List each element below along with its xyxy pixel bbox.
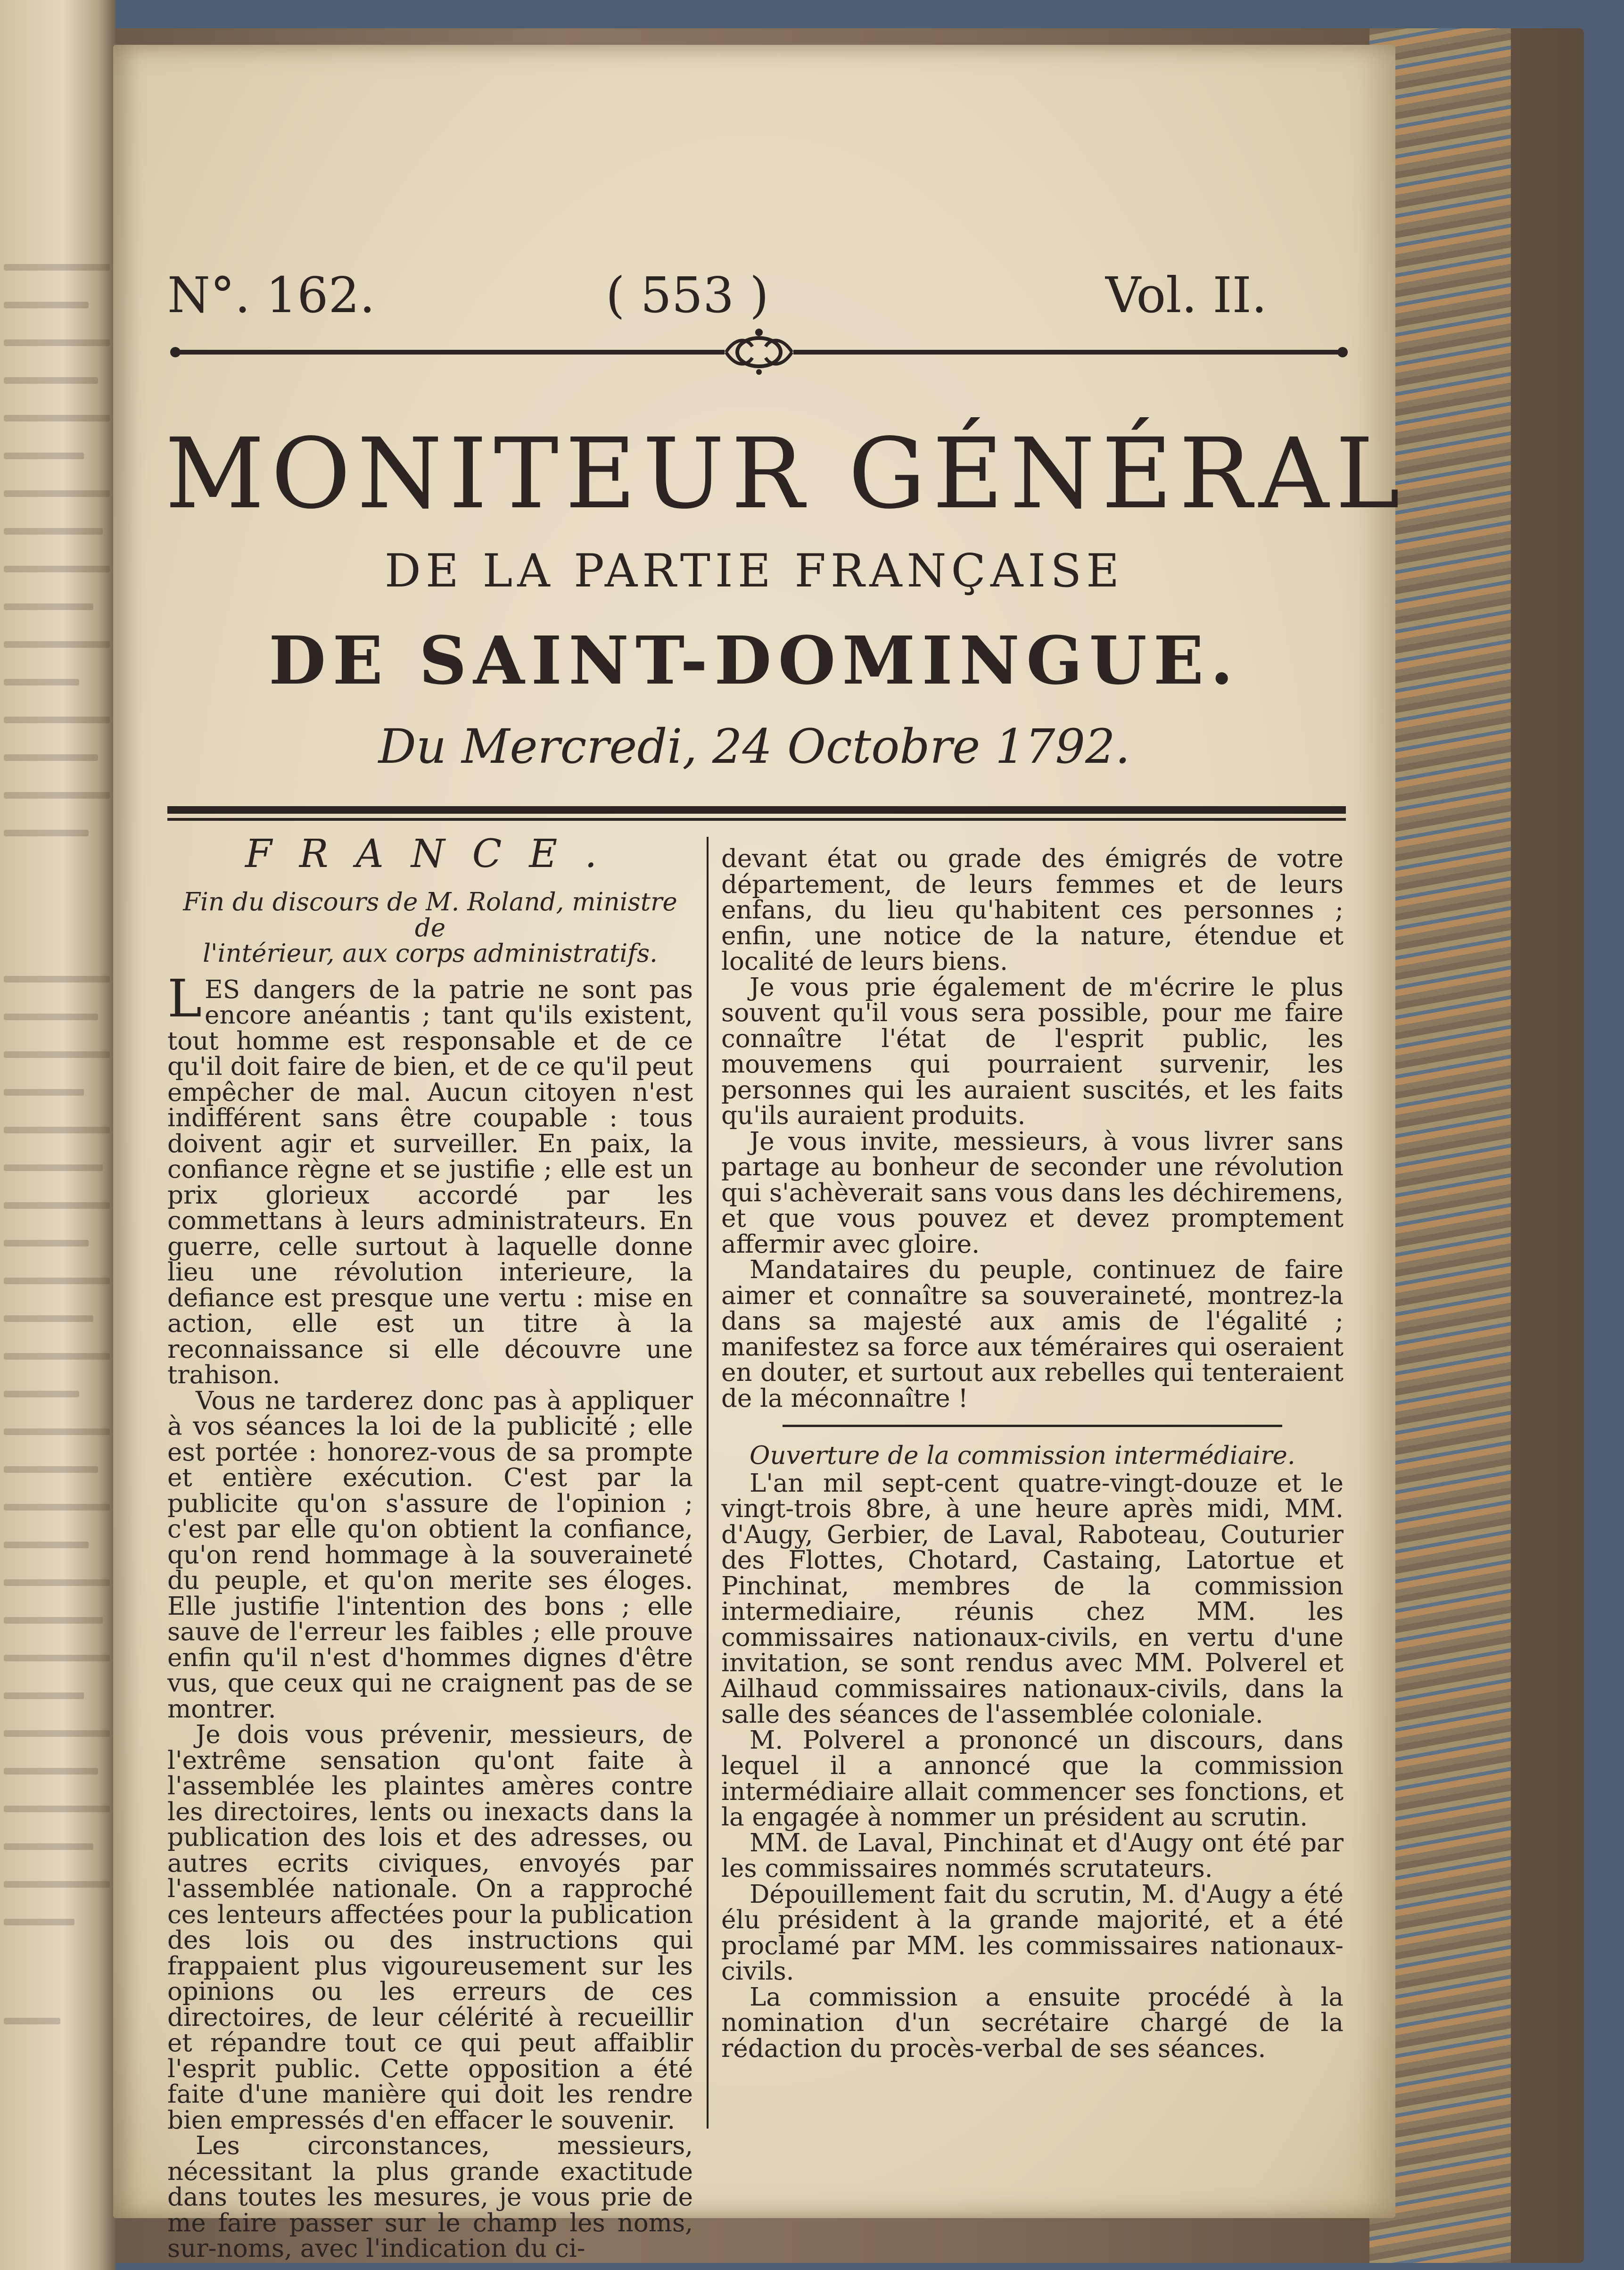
masthead-title: MONITEUR GÉNÉRAL xyxy=(165,417,1407,530)
paragraph: La commission a ensuite procédé à la nomination d'un secrétaire chargé de la rédaction du procès-verbal de ses séances. xyxy=(721,1982,1344,2063)
paragraph: M. Polverel a prononcé un discours, dans lequel il a annoncé que la commission intermédiaire allait commencer ses fonctions, et la engagée à nommer un président au scrutin. xyxy=(721,1725,1344,1832)
thick-rule xyxy=(167,806,1346,814)
paragraph: devant état ou grade des émigrés de votre département, de leurs femmes et de leurs enfans, du lieu qu'habitent ces personnes ; enfin, une notice de la nature, étendue et localité de leurs biens. xyxy=(721,844,1344,976)
right-column xyxy=(721,846,1344,2062)
paragraph: MM. de Laval, Pinchinat et d'Augy ont été par les commissaires nommés scrutateurs. xyxy=(721,1828,1344,1883)
masthead-location: DE SAINT-DOMINGUE. xyxy=(268,622,1240,700)
issue-date: Du Mercredi, 24 Octobre 1792. xyxy=(378,719,1130,774)
section-subheading: Ouverture de la commission intermédiaire. xyxy=(750,1441,1295,1470)
paragraph: Les circonstances, messieurs, nécessitant la plus grande exactitude dans toutes les mesures, je vous prie de me faire passer sur le champ les noms, sur-noms, avec l'indication du ci- xyxy=(167,2131,693,2263)
paragraph: Vous ne tarderez donc pas à appliquer à vos séances la loi de la publicité ; elle est portée : honorez-vous de sa prompte et entière exécution. C'est par la publicite qu'on s'assure de l'opinion ; c'est par elle qu'on obtient la confiance, qu'on rend hommage à la souveraineté du peuple, et qu'on merite ses éloges. Elle justifie l'intention des bons ; elle sauve de l'erreur les faibles ; elle prouve enfin qu'il n'est d'hommes dignes d'être vus, que ceux qui ne craignent pas de se montrer. xyxy=(167,1386,693,1724)
column-divider xyxy=(707,837,709,2129)
paragraph: Mandataires du peuple, continuez de faire aimer et connaître sa souveraineté, montrez-la dans sa majesté aux amis de l'égalité ; manifestez sa force aux téméraires qui oseraient en douter, et surtout aux rebelles qui tenteraient de la méconnaître ! xyxy=(721,1255,1344,1413)
article-subtitle xyxy=(167,890,693,967)
paragraph: Je vous prie également de m'écrire le plus souvent qu'il vous sera possible, pour me faire connaître l'état de l'esprit public, les mouvemens qui pourraient survenir, les personnes qui les auraient suscités, et les faits qu'ils auraient produits. xyxy=(721,973,1344,1130)
page-number: ( 553 ) xyxy=(606,266,769,324)
left-column xyxy=(167,832,693,2263)
masthead-subtitle: DE LA PARTIE FRANÇAISE xyxy=(384,545,1124,597)
paragraph: Je vous invite, messieurs, à vous livrer sans partage au bonheur de seconder une révolution qui s'achèverait sans vous dans les déchiremens, et que vous pouvez et devez promptement affermir avec gloire. xyxy=(721,1127,1344,1259)
drop-cap: L xyxy=(167,968,202,1029)
subtitle-line: Fin du discours de M. Roland, ministre de xyxy=(183,888,677,942)
paragraph-text: ES dangers de la patrie ne sont pas encore anéantis ; tant qu'ils existent, tout homme est responsable et de ce qu'il doit faire de bien, et de ce qu'il peut empêcher de mal. Aucun citoyen n'est indifférent sans être coupable : tous doivent agir et surveiller. En paix, la confiance règne et se justifie ; elle est un prix glorieux accordé par les commettans à leurs administrateurs. En guerre, celle surtout à laquelle donne lieu une révolution interieure, la defiance est presque une vertu : mise en action, elle est un titre à la reconnaissance si elle découvre une trahison. xyxy=(167,975,693,1389)
facing-page-edge xyxy=(0,0,115,2270)
section-rule xyxy=(783,1425,1282,1427)
paragraph: Dépouillement fait du scrutin, M. d'Augy a été élu président à la grande majorité, et a été proclamé par MM. les commissaires nationaux-civils. xyxy=(721,1880,1344,1986)
volume-number: Vol. II. xyxy=(1105,266,1267,324)
paragraph: L'an mil sept-cent quatre-vingt-douze et le vingt-trois 8bre, à une heure après midi, MM. d'Augy, Gerbier, de Laval, Raboteau, Couturier des Flottes, Chotard, Castaing, Latortue et Pinchinat, membres de la commission intermediaire, réunis chez MM. les commissaires nationaux-civils, en vertu d'une invitation, se sont rendus avec MM. Polverel et Ailhaud commissaires nationaux-civils, dans la salle des séances de l'assemblée coloniale. xyxy=(721,1469,1344,1729)
paragraph xyxy=(167,968,693,1389)
paragraph: Je dois vous prévenir, messieurs, de l'extrême sensation qu'ont faite à l'assemblée les plaintes amères contre les directoires, lents ou inexacts dans la publication des lois et des adresses, ou autres ecrits civiques, envoyés par l'assemblée nationale. On a rapproché ces lenteurs affectées pour la publication des lois ou des instructions qui frappaient plus vigoureusement sur les opinions ou les erreurs de ces directoires, de leur célérité à recueillir et répandre tout ce qui peut affaiblir l'esprit public. Cette opposition a été faite d'une manière qui doit les rendre bien empressés d'en effacer le souvenir. xyxy=(167,1720,693,2135)
ornamental-rule-icon xyxy=(170,328,1348,375)
section-heading: FRANCE. xyxy=(245,832,625,876)
thin-rule xyxy=(167,818,1346,821)
subtitle-line: l'intérieur, aux corps administratifs. xyxy=(203,939,658,968)
issue-number: N°. 162. xyxy=(167,266,375,324)
newspaper-page xyxy=(113,45,1407,2263)
